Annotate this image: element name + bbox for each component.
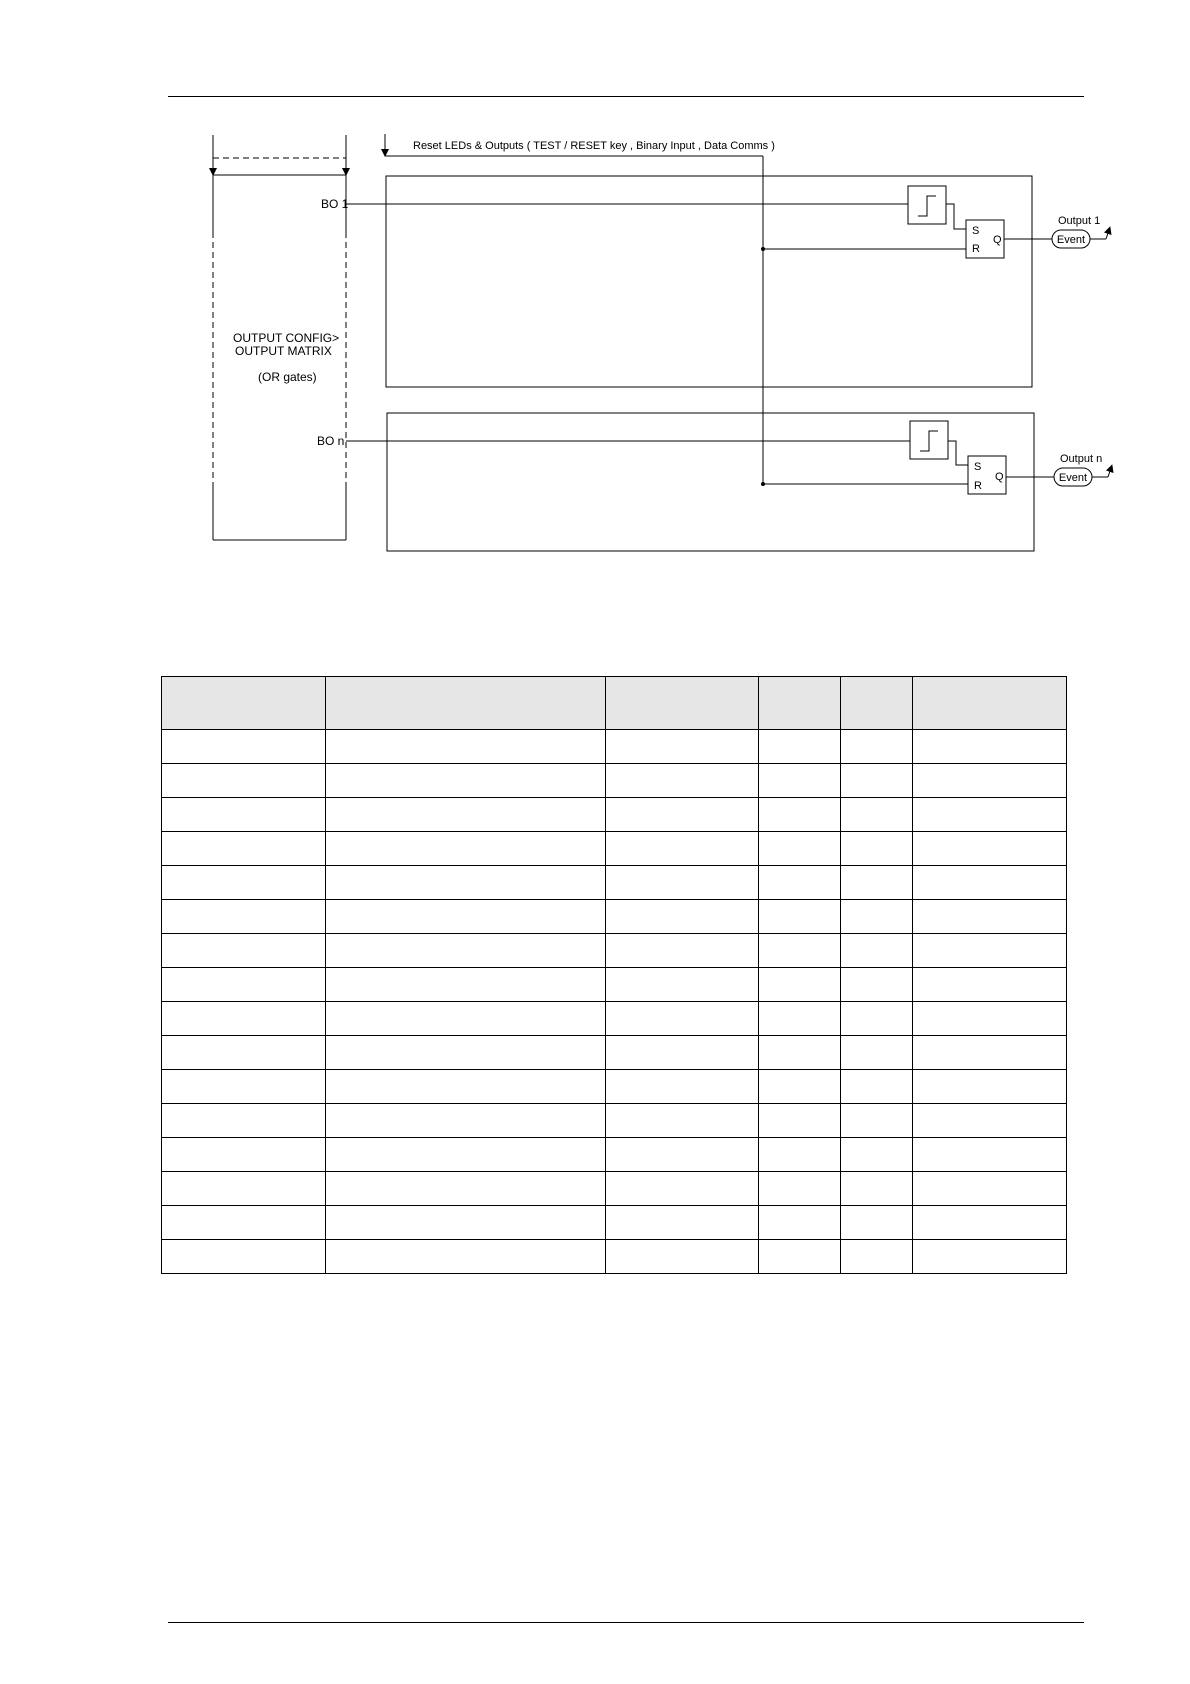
table-cell: [606, 866, 759, 900]
table-row: [162, 934, 1067, 968]
table-row: [162, 1138, 1067, 1172]
table-cell: [606, 1070, 759, 1104]
bo1-label: BO 1: [321, 197, 349, 211]
table-cell: [759, 1206, 841, 1240]
table-cell: [913, 1172, 1067, 1206]
table-cell: [162, 1002, 326, 1036]
table-cell: [606, 1206, 759, 1240]
table-cell: [162, 1206, 326, 1240]
table-row: [162, 1104, 1067, 1138]
sr-q-label-n: Q: [995, 471, 1004, 483]
table-row: [162, 1240, 1067, 1274]
table-header-cell: [759, 677, 841, 730]
table-cell: [913, 1138, 1067, 1172]
junction-dot-n: [761, 482, 765, 486]
table-cell: [162, 866, 326, 900]
table-cell: [326, 1172, 606, 1206]
table-cell: [326, 900, 606, 934]
table-row: [162, 764, 1067, 798]
event-label-1: Event: [1056, 234, 1086, 246]
table-cell: [759, 1172, 841, 1206]
table-cell: [841, 1138, 913, 1172]
table-cell: [913, 1206, 1067, 1240]
table-cell: [162, 832, 326, 866]
table-cell: [606, 968, 759, 1002]
table-cell: [913, 1240, 1067, 1274]
table-cell: [841, 866, 913, 900]
table-header-cell: [606, 677, 759, 730]
reset-bus: [385, 134, 763, 484]
table-cell: [606, 1138, 759, 1172]
table-cell: [841, 1240, 913, 1274]
table-cell: [326, 934, 606, 968]
sr-reset-label-n: R: [974, 480, 982, 492]
table-cell: [326, 764, 606, 798]
table-cell: [162, 1104, 326, 1138]
table-cell: [759, 866, 841, 900]
table-cell: [759, 1138, 841, 1172]
table-cell: [162, 1036, 326, 1070]
table-cell: [606, 1240, 759, 1274]
table-cell: [841, 1002, 913, 1036]
table-cell: [606, 900, 759, 934]
table-cell: [913, 798, 1067, 832]
table-cell: [759, 1240, 841, 1274]
matrix-label-line2: OUTPUT MATRIX: [235, 344, 332, 358]
table-cell: [841, 764, 913, 798]
table-cell: [913, 934, 1067, 968]
table-cell: [913, 1036, 1067, 1070]
table-cell: [759, 730, 841, 764]
matrix-label-line3: (OR gates): [258, 370, 317, 384]
binary-output-logic-diagram: [0, 0, 1190, 580]
table-cell: [326, 1002, 606, 1036]
table-cell: [841, 1206, 913, 1240]
table-cell: [326, 730, 606, 764]
table-cell: [162, 968, 326, 1002]
table-cell: [162, 1240, 326, 1274]
table-cell: [759, 1036, 841, 1070]
table-cell: [326, 968, 606, 1002]
outputn-label: Output n: [1060, 453, 1103, 465]
table-cell: [841, 1036, 913, 1070]
table-cell: [913, 1002, 1067, 1036]
table-cell: [913, 764, 1067, 798]
bon-label: BO n: [317, 434, 345, 448]
channel-1: [346, 176, 1109, 387]
table-cell: [162, 1138, 326, 1172]
table-cell: [913, 1104, 1067, 1138]
table-row: [162, 1036, 1067, 1070]
event-label-n: Event: [1058, 472, 1088, 484]
table-cell: [326, 1070, 606, 1104]
table-cell: [841, 798, 913, 832]
sr-set-label: S: [972, 225, 980, 237]
table-row: [162, 968, 1067, 1002]
table-cell: [162, 730, 326, 764]
table-cell: [759, 1104, 841, 1138]
table-cell: [606, 1036, 759, 1070]
table-row: [162, 1002, 1067, 1036]
table-cell: [841, 968, 913, 1002]
table-cell: [326, 1036, 606, 1070]
table-row: [162, 866, 1067, 900]
table-cell: [606, 764, 759, 798]
table-cell: [913, 730, 1067, 764]
sr-reset-label: R: [972, 243, 980, 255]
table-cell: [162, 900, 326, 934]
footer-rule: [168, 1622, 1084, 1623]
table-header-row: [162, 677, 1067, 730]
table-cell: [162, 798, 326, 832]
table-row: [162, 730, 1067, 764]
table-cell: [913, 1070, 1067, 1104]
table-cell: [841, 832, 913, 866]
junction-dot-1: [761, 247, 765, 251]
table-cell: [913, 968, 1067, 1002]
table-cell: [606, 934, 759, 968]
table-cell: [326, 798, 606, 832]
sr-q-label: Q: [993, 234, 1002, 246]
table-cell: [913, 900, 1067, 934]
table-cell: [913, 832, 1067, 866]
output1-label: Output 1: [1058, 215, 1101, 227]
table-cell: [759, 1070, 841, 1104]
table-cell: [606, 730, 759, 764]
table-row: [162, 900, 1067, 934]
table-cell: [162, 764, 326, 798]
table-cell: [841, 934, 913, 968]
matrix-label-line1: OUTPUT CONFIG>: [233, 331, 340, 345]
reset-label: Reset LEDs & Outputs ( TEST / RESET key , Binary Input , Data Comms ): [413, 140, 775, 152]
table-header-cell: [326, 677, 606, 730]
table-cell: [326, 866, 606, 900]
table-cell: [759, 900, 841, 934]
table-cell: [606, 798, 759, 832]
table-cell: [841, 1104, 913, 1138]
table-row: [162, 1070, 1067, 1104]
table-cell: [606, 832, 759, 866]
table-row: [162, 832, 1067, 866]
table-cell: [162, 1070, 326, 1104]
table-cell: [841, 730, 913, 764]
table-cell: [841, 1070, 913, 1104]
table-cell: [759, 968, 841, 1002]
sr-set-label-n: S: [974, 461, 982, 473]
table-cell: [759, 764, 841, 798]
table-cell: [326, 1240, 606, 1274]
table-cell: [759, 798, 841, 832]
table-cell: [326, 1206, 606, 1240]
table-cell: [606, 1104, 759, 1138]
table-cell: [162, 934, 326, 968]
table-cell: [326, 1138, 606, 1172]
table-header-cell: [841, 677, 913, 730]
table-header-cell: [913, 677, 1067, 730]
table-header-cell: [162, 677, 326, 730]
table-cell: [326, 832, 606, 866]
table-cell: [606, 1002, 759, 1036]
table-row: [162, 1206, 1067, 1240]
table-row: [162, 1172, 1067, 1206]
table-cell: [606, 1172, 759, 1206]
table-cell: [841, 900, 913, 934]
data-table: [161, 676, 1067, 1274]
table-cell: [759, 1002, 841, 1036]
table-cell: [162, 1172, 326, 1206]
table-cell: [913, 866, 1067, 900]
table-cell: [841, 1172, 913, 1206]
table-cell: [759, 832, 841, 866]
table-row: [162, 798, 1067, 832]
table-cell: [326, 1104, 606, 1138]
table-cell: [759, 934, 841, 968]
